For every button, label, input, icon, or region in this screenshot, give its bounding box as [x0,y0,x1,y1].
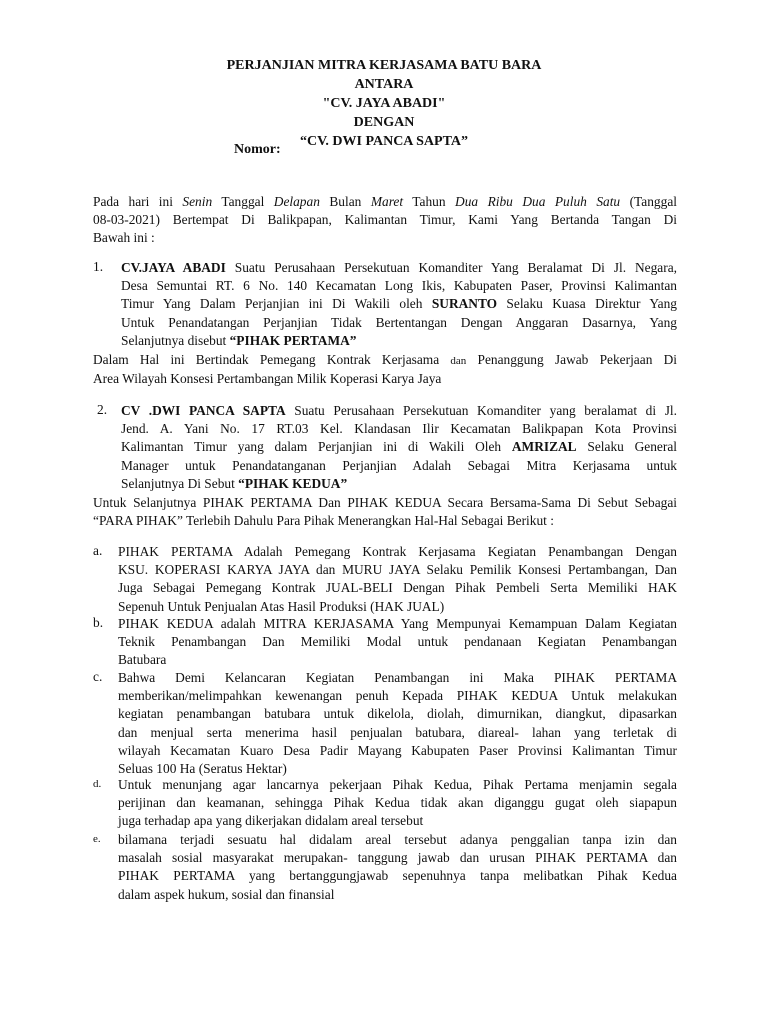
item-a-label: a. [93,543,103,558]
month-name: Maret [370,194,404,209]
item-c-text: Bahwa Demi Kelancaran Kegiatan Penambangan ini Maka PIHAK PERTAMA memberikan/melimpahkan kewenangan penuh Kepada PIHAK KEDUA Untuk melakukan kegiatan penambangan batubara untuk dikelola, diolah, dimurnikan, diangkut, dipasarkan dan menjual serta menerima hasil penjualan batubara, diareal- lahan yang terletak di wilayah Kecamatan Kuaro Desa Padir Mayang Kabupaten Paser Provinsi Kalimantan Timur Seluas 100 Ha (Seratus Hektar) [118,670,677,777]
title-line-5: “CV. DWI PANCA SAPTA” [299,134,468,149]
opening-paragraph [93,193,677,248]
item-e-text: bilamana terjadi sesuatu hal didalam areal tersebut adanya penggalian tanpa izin dan masalah sosial masyarakat merupakan- tanggung jawab dan urusan PIHAK PERTAMA dan PIHAK PERTAMA yang bertanggungjawab sepenuhnya tanpa melibatkan Pihak Kedua dalam aspek hukum, sosial dan finansial [118,832,677,902]
date-word: Delapan [273,194,320,209]
item-e-label: e. [93,833,101,845]
document-title [0,56,768,151]
item-b-text: PIHAK KEDUA adalah MITRA KERJASAMA Yang Mempunyai Kemampuan Dalam Kegiatan Teknik Penambangan Dan Memiliki Modal untuk pendanaan Kegiatan Penambangan Batubara [118,616,677,668]
party-2-name: CV .DWI PANCA SAPTA [121,403,286,418]
day-name: Senin [182,194,213,209]
party-1-alias: “PIHAK PERTAMA” [229,332,357,348]
para-pihak-paragraph: Untuk Selanjutnya PIHAK PERTAMA Dan PIHAK KEDUA Secara Bersama-Sama Di Sebut Sebagai “PARA PIHAK” Terlebih Dahulu Para Pihak Menerangkan Hal-Hal Sebagai Berikut : [93,495,677,529]
party-1-number: 1. [93,259,104,274]
year-word: Dua Ribu Dua Puluh Satu [455,194,621,209]
item-a-text: PIHAK PERTAMA Adalah Pemegang Kontrak Kerjasama Kegiatan Penambangan Dengan KSU. KOPERASI KARYA JAYA dan MURU JAYA Selaku Pemilik Konsesi Pertambangan, Dan Juga Sebagai Pemegang Kontrak JUAL-BELI Dengan Pihak Pembeli Serta Memiliki HAK Sepenuh Untuk Penjualan Atas Hasil Produksi (HAK JUAL) [118,544,677,614]
item-b-label: b. [93,615,104,630]
title-line-4: DENGAN [353,115,415,130]
nomor-label: Nomor: [234,142,281,157]
party-1-name: CV.JAYA ABADI [121,260,226,275]
party-2-number: 2. [97,402,108,417]
opening-line-3: Bawah ini : [93,230,155,246]
party-2-alias: “PIHAK KEDUA” [238,475,348,491]
item-c-label: c. [93,669,103,684]
party-2-representative: AMRIZAL [511,439,577,455]
holder-paragraph: Dalam Hal ini Bertindak Pemegang Kontrak Kerjasama dan Penanggung Jawab Pekerjaan Di Area Wilayah Konsesi Pertambangan Milik Koperasi Karya Jaya [93,352,677,387]
party-1-paragraph: CV.JAYA ABADI Suatu Perusahaan Persekutuan Komanditer Yang Beralamat Di Jl. Negara, Desa Semuntai RT. 6 No. 140 Kecamatan Long Ikis, Kabupaten Paser, Provinsi Kalimantan Timur Yang Dalam Perjanjian ini Di Wakili oleh SURANTO Selaku Kuasa Direktur Yang Untuk Penandatangan Perjanjian Tidak Bertentangan Dengan Anggaran Dasarnya, Yang Selanjutnya disebut “PIHAK PERTAMA” [121,260,678,348]
title-line-1: PERJANJIAN MITRA KERJASAMA BATU BARA [226,58,542,73]
title-line-3: "CV. JAYA ABADI" [322,96,446,111]
opening-line-2: 08-03-2021) Bertempat Di Balikpapan, Kalimantan Timur, Kami Yang Bertanda Tangan Di [93,212,677,228]
party-1-representative: SURANTO [431,296,498,312]
title-line-2: ANTARA [354,77,414,92]
opening-line-1: Pada hari ini Senin Tanggal Delapan Bulan Maret Tahun Dua Ribu Dua Puluh Satu (Tanggal [93,194,677,209]
item-d-label: d. [93,778,102,790]
party-2-paragraph: CV .DWI PANCA SAPTA Suatu Perusahaan Persekutuan Komanditer yang beralamat di Jl. Jend. A. Yani No. 17 RT.03 Kel. Klandasan Ilir Kecamatan Balikpapan Kota Provinsi Kalimantan Timur yang dalam Perjanjian ini di Wakili Oleh AMRIZAL Selaku General Manager untuk Penandatanganan Perjanjian Adalah Sebagai Mitra Kerjasama untuk Selanjutnya Di Sebut “PIHAK KEDUA” [121,403,677,491]
item-d-text: Untuk menunjang agar lancarnya pekerjaan Pihak Kedua, Pihak Pertama menjamin segala perijinan dan keamanan, sehingga Pihak Kedua tidak akan diganggu gugat oleh siapapun juga terhadap apa yang dikerjakan didalam areal tersebut [118,777,677,829]
